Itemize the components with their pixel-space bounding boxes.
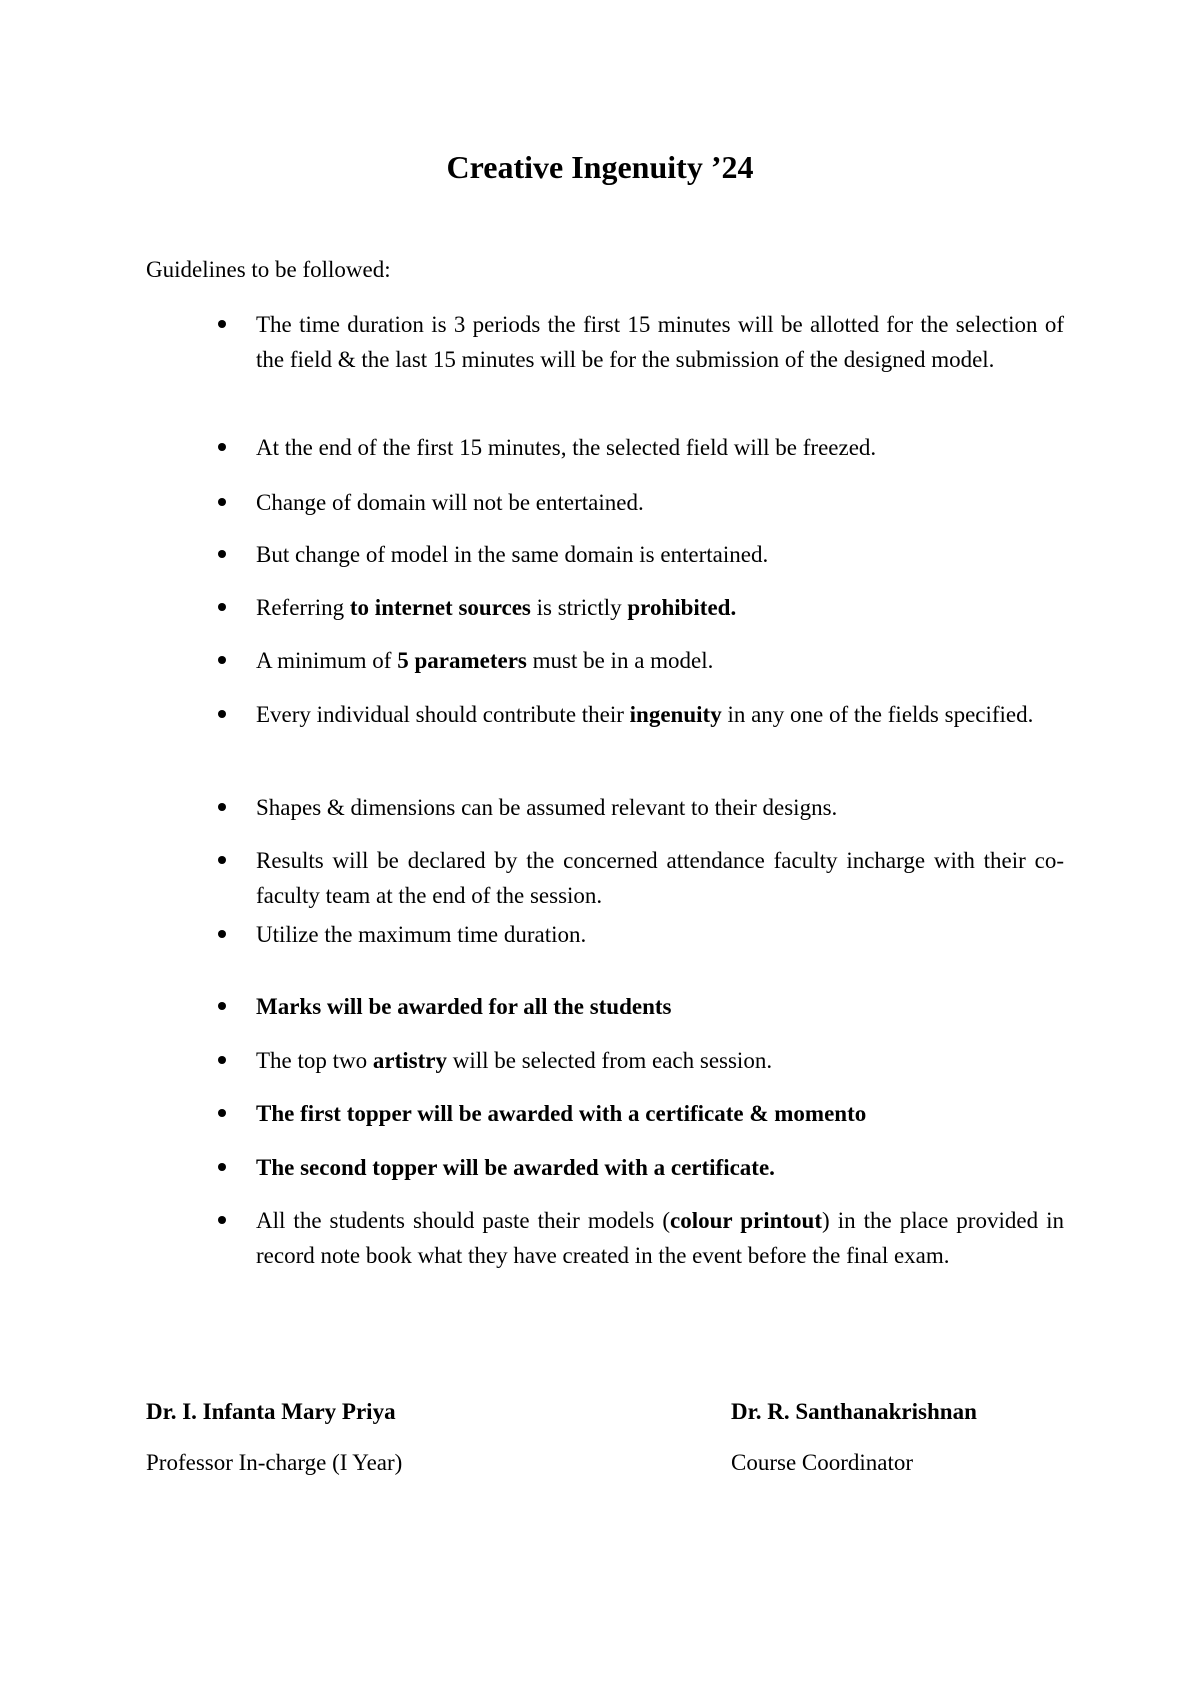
bullet-icon (218, 930, 226, 938)
guideline-bold-segment: to internet sources (349, 595, 531, 620)
bullet-icon (218, 498, 226, 506)
guideline-segment: But change of model in the same domain is entertained. (256, 542, 769, 567)
guideline-segment: The top two (256, 1048, 373, 1073)
guideline-text (256, 790, 1064, 825)
document-title: Creative Ingenuity ’24 (446, 149, 754, 185)
guideline-bold-segment: The first topper will be awarded with a certificate & momento (256, 1101, 867, 1126)
guideline-segment: must be in a model. (526, 648, 714, 673)
guideline-segment: in any one of the fields specified. (721, 702, 1034, 727)
bullet-icon (218, 1163, 226, 1171)
signature-left (146, 1397, 402, 1478)
guideline-bold-segment: 5 parameters (397, 648, 527, 673)
guideline-segment: A minimum of (256, 648, 398, 673)
guideline-segment: Referring (256, 595, 350, 620)
guideline-segment: All the students should paste their models ( (256, 1208, 670, 1233)
bullet-icon (218, 856, 226, 864)
bullet-icon (218, 320, 226, 328)
guideline-segment: ) in the place provided in record note book what they have created in the event before the final exam. (256, 1208, 1064, 1268)
bullet-icon (218, 1216, 226, 1224)
guideline-segment: The time duration is 3 periods the first 15 minutes will be allotted for the selection of the field & the last 15 minutes will be for the submission of the designed model. (256, 312, 1064, 372)
bullet-icon (218, 603, 226, 611)
guideline-bold-segment: The second topper will be awarded with a certificate. (256, 1155, 775, 1180)
guideline-text (256, 590, 1064, 625)
bullet-icon (218, 1002, 226, 1010)
guideline-segment: Every individual should contribute their (256, 702, 630, 727)
guideline-text (256, 643, 1064, 678)
signature-right-name: Dr. R. Santhanakrishnan (731, 1399, 977, 1424)
signature-right (731, 1397, 977, 1478)
guideline-bold-segment: Marks will be awarded for all the students (256, 994, 672, 1019)
guideline-text (256, 843, 1064, 913)
guideline-text (256, 697, 1064, 732)
guideline-bold-segment: artistry (372, 1048, 447, 1073)
guideline-segment: Results will be declared by the concerned attendance faculty incharge with their co-faculty team at the end of the session. (256, 848, 1064, 908)
guideline-text (256, 485, 1064, 520)
guideline-text (256, 917, 1064, 952)
signature-left-role: Professor In-charge (I Year) (146, 1450, 403, 1475)
bullet-icon (218, 656, 226, 664)
guidelines-intro: Guidelines to be followed: (146, 257, 391, 282)
guideline-segment: At the end of the first 15 minutes, the selected field will be freezed. (256, 435, 877, 460)
guideline-bold-segment: colour printout (669, 1208, 822, 1233)
guideline-text (256, 1096, 1064, 1131)
bullet-icon (218, 1109, 226, 1117)
guideline-text (256, 537, 1064, 572)
signature-right-role: Course Coordinator (731, 1450, 914, 1475)
guideline-text (256, 989, 1064, 1024)
bullet-icon (218, 1056, 226, 1064)
bullet-icon (218, 550, 226, 558)
signature-left-name: Dr. I. Infanta Mary Priya (146, 1399, 396, 1424)
guideline-segment: is strictly (530, 595, 628, 620)
guideline-bold-segment: prohibited. (627, 595, 737, 620)
bullet-icon (218, 443, 226, 451)
guideline-bold-segment: ingenuity (629, 702, 722, 727)
guideline-text (256, 430, 1064, 465)
guideline-text (256, 1150, 1064, 1185)
guideline-text (256, 1043, 1064, 1078)
guideline-text (256, 1203, 1064, 1273)
guideline-text (256, 307, 1064, 377)
guideline-segment: will be selected from each session. (446, 1048, 773, 1073)
bullet-icon (218, 710, 226, 718)
guideline-segment: Utilize the maximum time duration. (256, 922, 587, 947)
guideline-segment: Shapes & dimensions can be assumed relevant to their designs. (256, 795, 838, 820)
bullet-icon (218, 803, 226, 811)
guideline-segment: Change of domain will not be entertained. (256, 490, 644, 515)
